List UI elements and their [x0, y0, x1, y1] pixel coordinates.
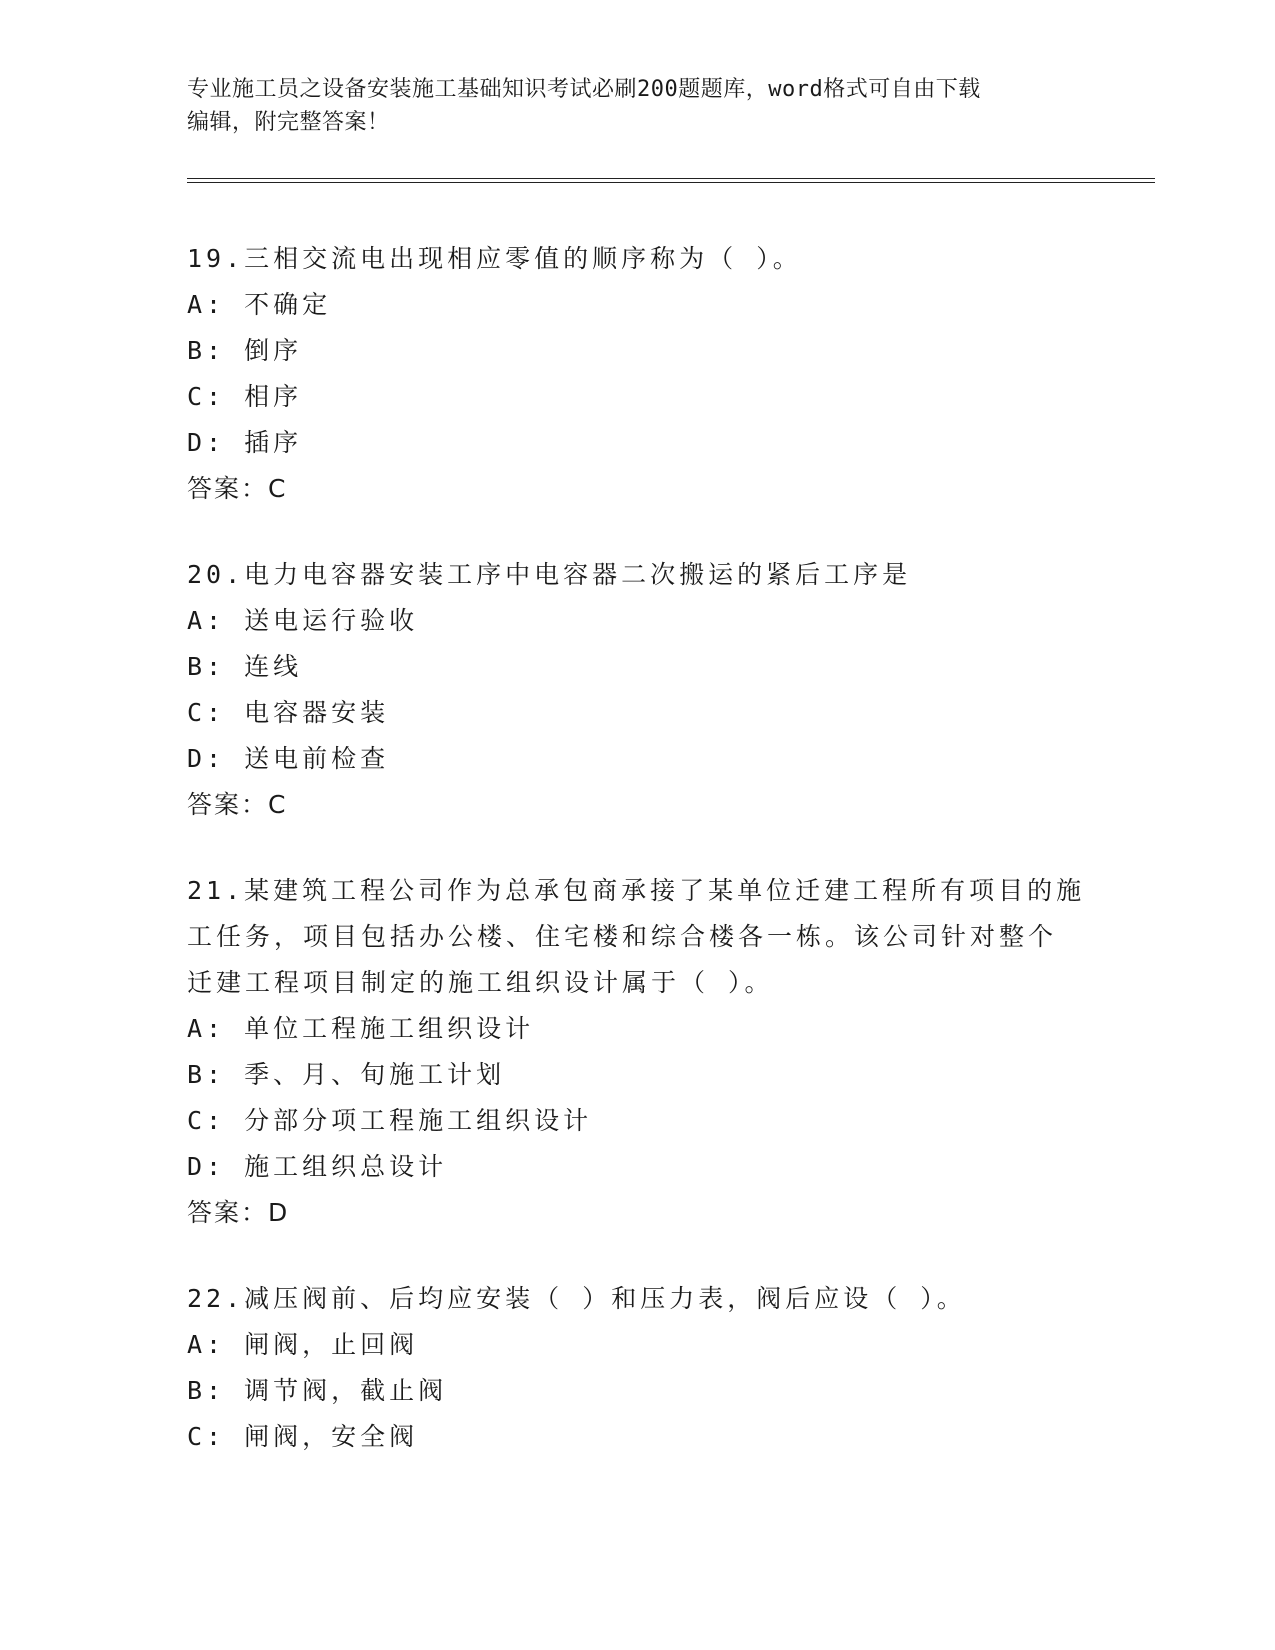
option-a: A: 闸阀，止回阀	[187, 1330, 419, 1359]
option-c: C: 分部分项工程施工组织设计	[187, 1106, 593, 1135]
option-b: B: 调节阀，截止阀	[187, 1376, 448, 1405]
question-list	[187, 236, 1157, 1500]
answer: 答案：C	[187, 790, 288, 819]
option-a: A: 不确定	[187, 290, 332, 319]
header-divider	[187, 178, 1155, 183]
question-text: 22.减压阀前、后均应安装（ ）和压力表，阀后应设（ ）。	[187, 1284, 966, 1313]
question-19	[187, 236, 1157, 512]
question-text: 19.三相交流电出现相应零值的顺序称为（ ）。	[187, 244, 802, 273]
option-b: B: 倒序	[187, 336, 303, 365]
question-text-line-2: 工任务，项目包括办公楼、住宅楼和综合楼各一栋。该公司针对整个	[187, 922, 1058, 951]
option-d: D: 插序	[187, 428, 303, 457]
option-a: A: 送电运行验收	[187, 606, 419, 635]
option-a: A: 单位工程施工组织设计	[187, 1014, 535, 1043]
question-20	[187, 552, 1157, 828]
question-text-line-3: 迁建工程项目制定的施工组织设计属于（ ）。	[187, 968, 774, 997]
header-line-2: 编辑，附完整答案！	[187, 110, 390, 135]
document-header	[187, 73, 1087, 139]
answer: 答案：C	[187, 474, 288, 503]
option-c: C: 相序	[187, 382, 303, 411]
header-line-1: 专业施工员之设备安装施工基础知识考试必刷200题题库，word格式可自由下载	[187, 77, 981, 102]
option-c: C: 电容器安装	[187, 698, 390, 727]
answer: 答案：D	[187, 1198, 290, 1227]
question-21	[187, 868, 1157, 1236]
option-d: D: 送电前检查	[187, 744, 390, 773]
question-22	[187, 1276, 1157, 1460]
option-b: B: 连线	[187, 652, 303, 681]
option-c: C: 闸阀，安全阀	[187, 1422, 419, 1451]
question-text-line-1: 21.某建筑工程公司作为总承包商承接了某单位迁建工程所有项目的施	[187, 876, 1086, 905]
option-d: D: 施工组织总设计	[187, 1152, 448, 1181]
question-text: 20.电力电容器安装工序中电容器二次搬运的紧后工序是	[187, 560, 912, 589]
option-b: B: 季、月、旬施工计划	[187, 1060, 506, 1089]
